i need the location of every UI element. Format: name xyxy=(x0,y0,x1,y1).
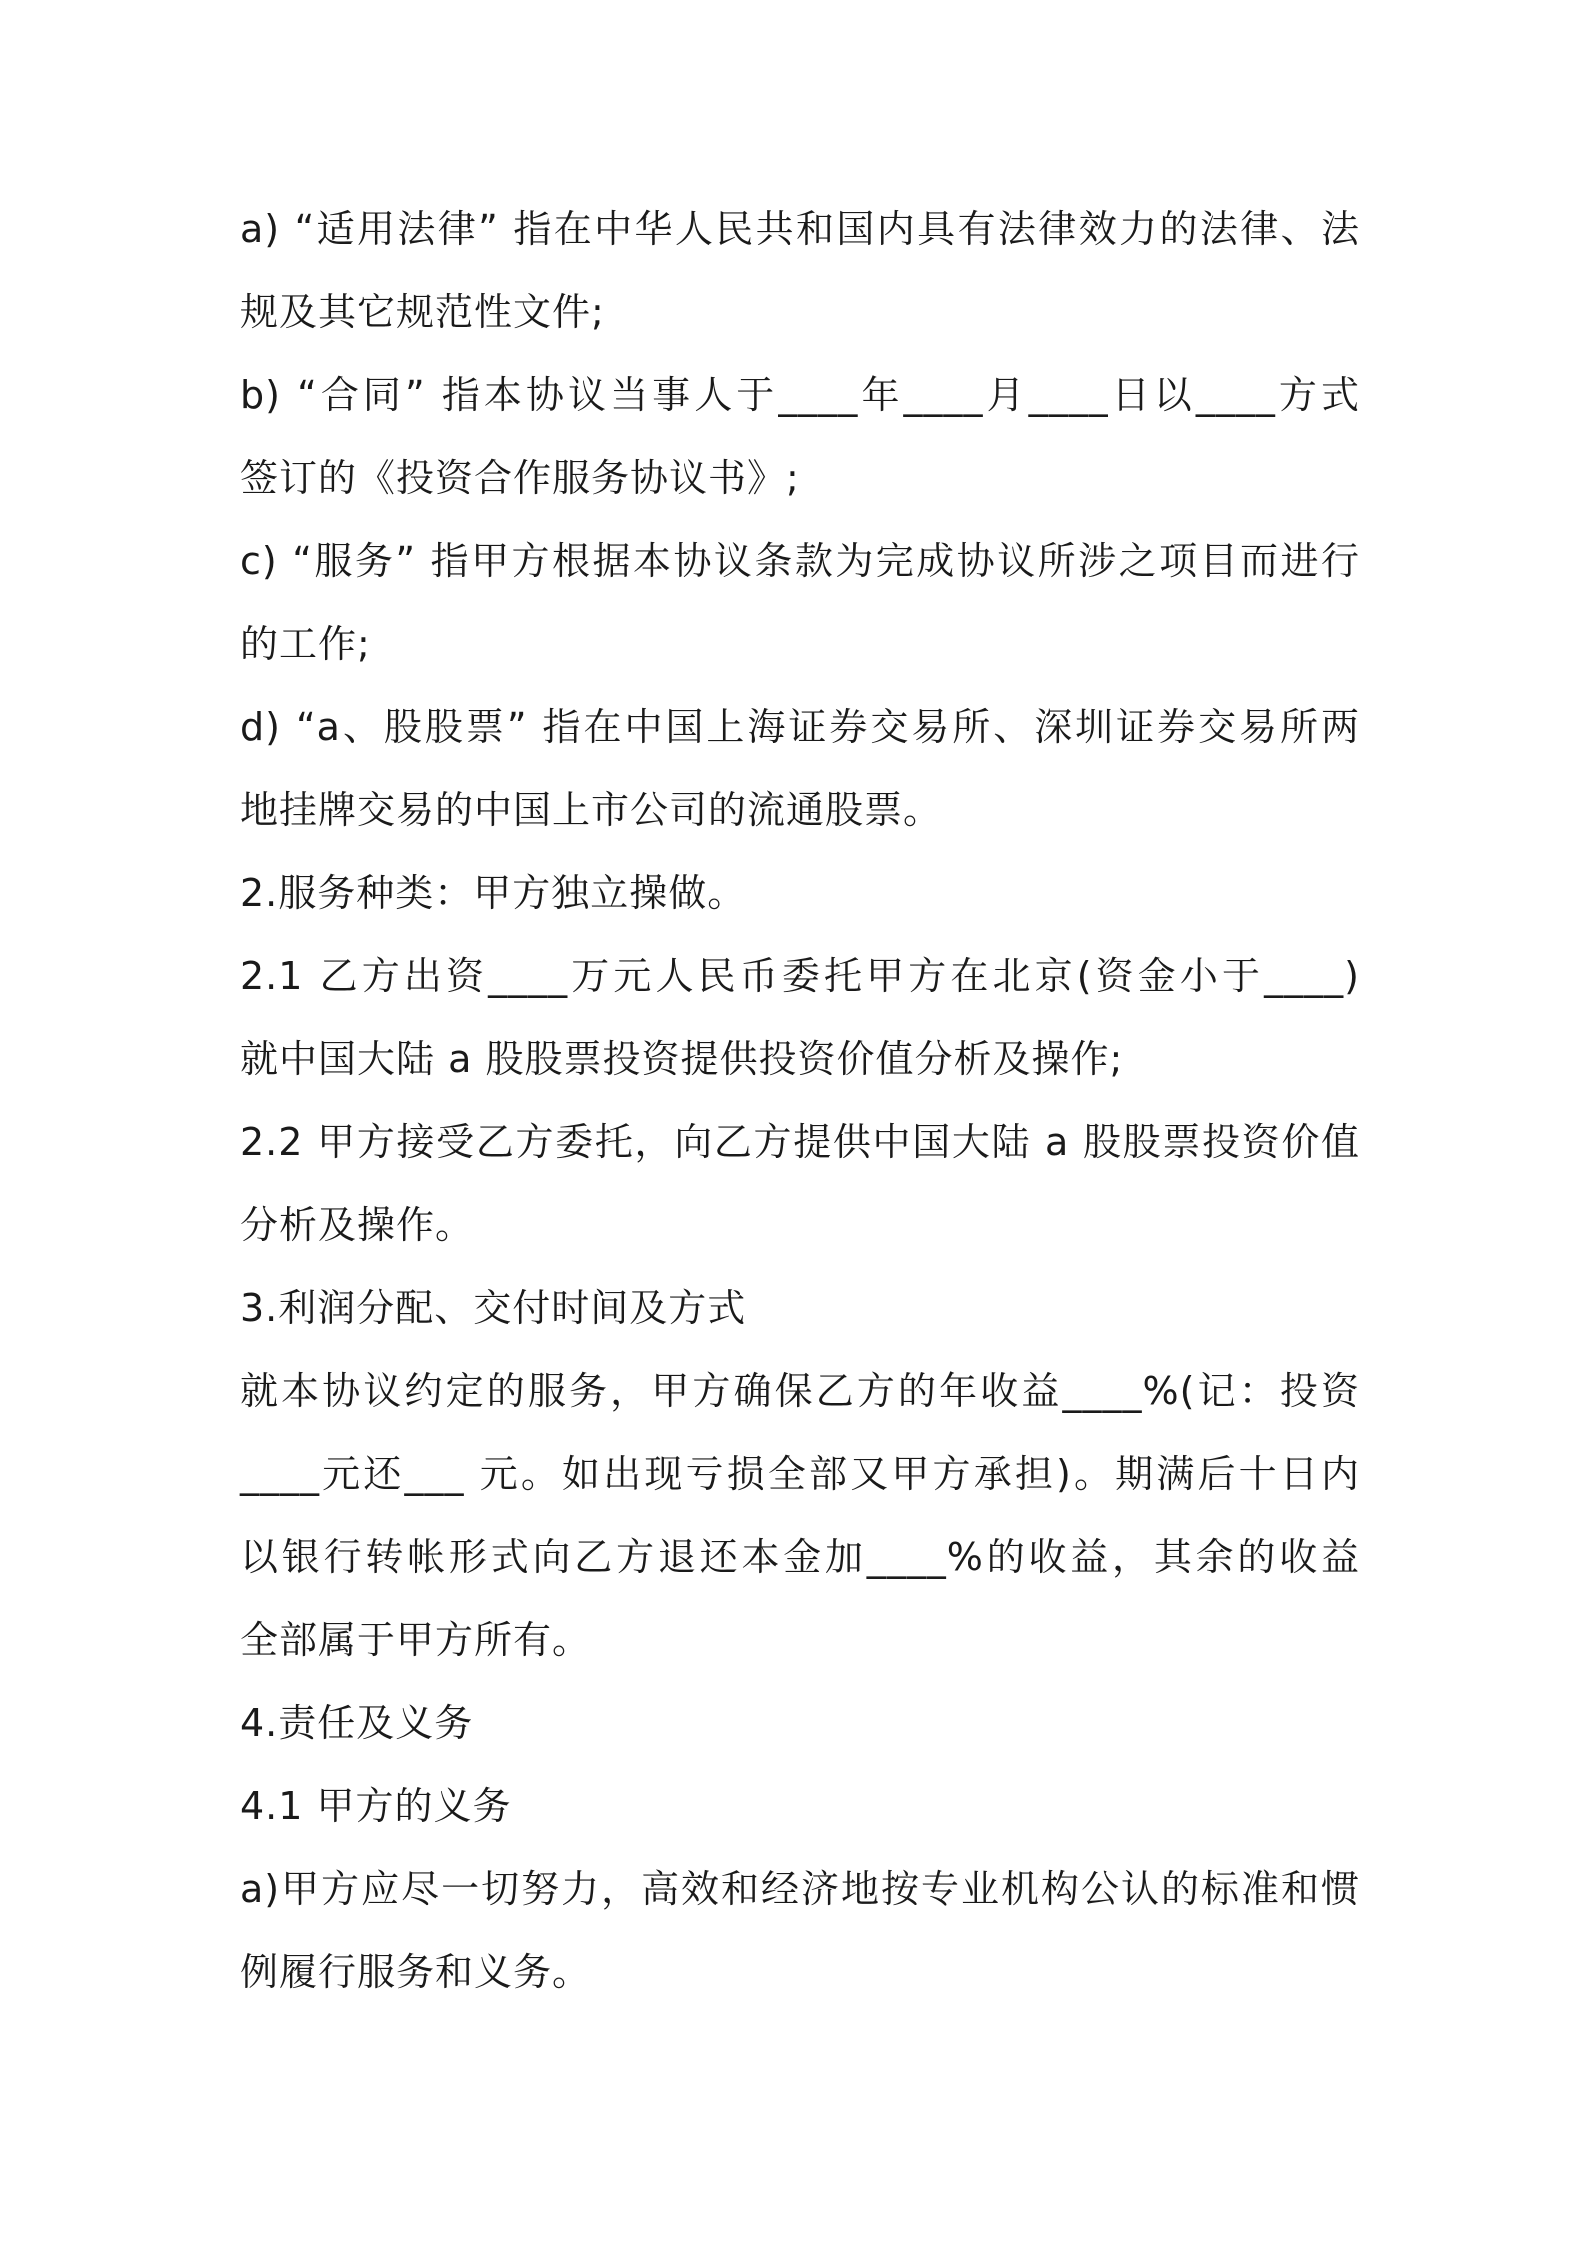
section-3-text-line-3: 以银行转帐形式向乙方退还本金加____%的收益，其余的收益 xyxy=(240,1535,1360,1579)
clause-2-2-line-1: 2.2 甲方接受乙方委托，向乙方提供中国大陆 a 股股票投资价值 xyxy=(240,1120,1360,1164)
section-2-heading: 2.服务种类：甲方独立操做。 xyxy=(240,871,747,915)
section-3-text-line-2: ____元还___ 元。如出现亏损全部又甲方承担)。期满后十日内 xyxy=(240,1452,1360,1496)
clause-4-1-heading: 4.1 甲方的义务 xyxy=(240,1784,512,1828)
section-3-text-line-1: 就本协议约定的服务，甲方确保乙方的年收益____%(记：投资 xyxy=(240,1369,1360,1413)
section-3-text-line-4: 全部属于甲方所有。 xyxy=(240,1618,592,1662)
clause-a-line-1: a) “适用法律” 指在中华人民共和国内具有法律效力的法律、法 xyxy=(240,207,1360,251)
clause-4-1-a-line-1: a)甲方应尽一切努力，高效和经济地按专业机构公认的标准和惯 xyxy=(240,1867,1360,1911)
clause-c-line-2: 的工作; xyxy=(240,622,371,666)
clause-d-line-2: 地挂牌交易的中国上市公司的流通股票。 xyxy=(240,788,943,832)
section-3-heading: 3.利润分配、交付时间及方式 xyxy=(240,1286,747,1330)
clause-b-line-1: b) “合同” 指本协议当事人于____年____月____日以____方式 xyxy=(240,373,1360,417)
clause-c-line-1: c) “服务” 指甲方根据本协议条款为完成协议所涉之项目而进行 xyxy=(240,539,1360,583)
section-4-heading: 4.责任及义务 xyxy=(240,1701,474,1745)
document-body xyxy=(240,196,1360,2022)
clause-2-1-line-1: 2.1 乙方出资____万元人民币委托甲方在北京(资金小于____) xyxy=(240,954,1360,998)
clause-2-2-line-2: 分析及操作。 xyxy=(240,1203,475,1247)
clause-b-line-2: 签订的《投资合作服务协议书》; xyxy=(240,456,800,500)
clause-d-line-1: d) “a、股股票” 指在中国上海证券交易所、深圳证券交易所两 xyxy=(240,705,1360,749)
clause-4-1-a-line-2: 例履行服务和义务。 xyxy=(240,1950,592,1994)
clause-2-1-line-2: 就中国大陆 a 股股票投资提供投资价值分析及操作; xyxy=(240,1037,1124,1081)
clause-a-line-2: 规及其它规范性文件; xyxy=(240,290,605,334)
